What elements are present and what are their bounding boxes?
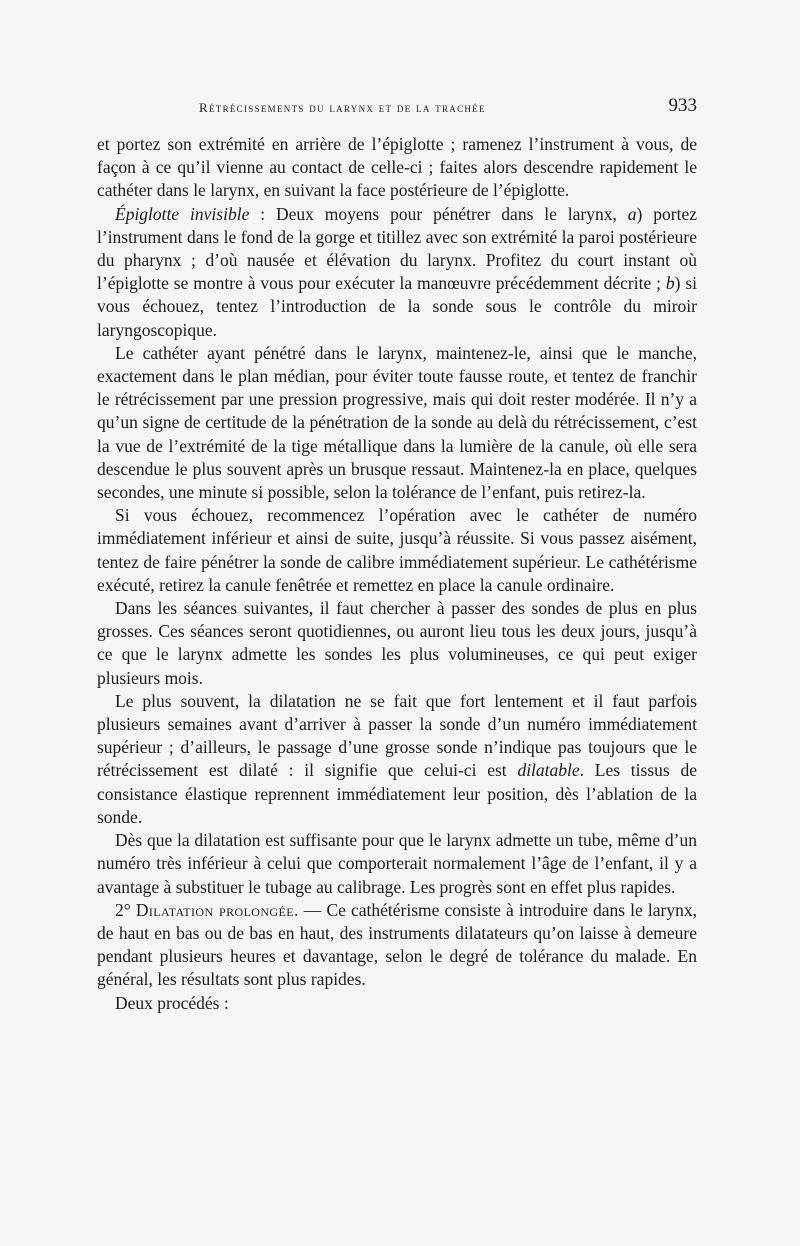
paragraph-text: Dans les séances suivantes, il faut chercher à passer des sondes de plus en plus grosses. Ces séances seront quotidiennes, ou auront lieu tous les deux jours, jusqu’à ce que le larynx admette les sondes les plus volumineuses, ce qui peut exiger plusieurs mois.: [97, 598, 697, 688]
paragraph-catheter: [97, 342, 697, 504]
page-number: 933: [668, 95, 697, 116]
paragraph-tubage: [97, 829, 697, 899]
paragraph-seances: [97, 597, 697, 690]
paragraph-text: : Deux moyens pour pénétrer dans le larynx,: [249, 203, 628, 224]
paragraph-deux-procedes: [97, 992, 697, 1015]
paragraph-text: ) si vous échouez, tentez l’introduction de la sonde sous le contrôle du miroir laryngoscopique.: [97, 273, 697, 340]
paragraph-continuation: [97, 133, 697, 203]
paragraph-text: . Les tissus de consistance élastique reprennent immédiatement leur position, dès l’ablation de la sonde.: [97, 760, 697, 827]
paragraph-epiglotte-invisible: [97, 203, 697, 342]
paragraph-text: Deux procédés :: [115, 992, 229, 1013]
paragraph-text: Si vous échouez, recommencez l’opération avec le cathéter de numéro immédiatement inférieur et ainsi de suite, jusqu’à réussite. Si vous passez aisément, tentez de faire pénétrer la sonde de calibre immédiatement supérieur. Le cathétérisme exécuté, retirez la canule fenêtrée et remettez en place la canule ordinaire.: [97, 505, 697, 595]
section-dilatation-prolongee: [97, 899, 697, 992]
paragraph-echec: [97, 504, 697, 597]
italic-term-dilatable: dilatable: [517, 760, 580, 781]
section-heading: Dilatation prolongée.: [135, 899, 299, 920]
paragraph-text: et portez son extrémité en arrière de l’épiglotte ; ramenez l’instrument à vous, de façon à ce qu’il vienne au contact de celle-ci ; faites alors descendre rapidement le cathéter dans le larynx, en suivant la face postérieure de l’épiglotte.: [97, 134, 697, 201]
body-text: [97, 133, 697, 1015]
running-header: [97, 95, 697, 124]
running-title: Rétrécissements du larynx et de la trachée: [199, 100, 486, 115]
paragraph-dilatation: [97, 690, 697, 829]
section-number: 2°: [115, 899, 131, 920]
paragraph-text: Le cathéter ayant pénétré dans le larynx, maintenez-le, ainsi que le manche, exactement dans le plan médian, pour éviter toute fausse route, et tentez de franchir le rétrécissement par une pression progressive, mais qui doit rester modérée. Il n’y a qu’un signe de certitude de la pénétration de la sonde au delà du rétrécissement, c’est la vue de l’extrémité de la tige métallique dans la lumière de la canule, où elle sera descendue le plus souvent après un brusque ressaut. Maintenez-la en place, quelques secondes, une minute si possible, selon la tolérance de l’enfant, puis retirez-la.: [97, 342, 697, 503]
paragraph-lead-italic: Épiglotte invisible: [115, 203, 250, 224]
paragraph-text: — Ce cathétérisme consiste à introduire dans le larynx, de haut en bas ou de bas en haut, des instruments dilatateurs qu’on laisse à demeure pendant plusieurs heures et davantage, selon le degré de tolérance du malade. En général, les résultats sont plus rapides.: [97, 899, 698, 990]
paragraph-text: Le plus souvent, la dilatation ne se fait que fort lentement et il faut parfois plusieurs semaines avant d’arriver à passer la sonde d’un numéro immédiatement supérieur ; d’ailleurs, le passage d’une grosse sonde n’indique pas toujours que le rétrécissement est dilaté : il signifie que celui-ci est: [97, 690, 697, 781]
enumeration-a: a: [627, 203, 637, 224]
paragraph-text: ) portez l’instrument dans le fond de la gorge et titillez avec son extrémité la paroi postérieure du pharynx ; d’où nausée et élévation du larynx. Profitez du court instant où l’épiglotte se montre à vous pour exécuter la manœuvre précédemment décrite ;: [97, 203, 697, 294]
paragraph-text: Dès que la dilatation est suffisante pour que le larynx admette un tube, même d’un numéro très inférieur à celui que comporterait normalement l’âge de l’enfant, il y a avantage à substituer le tubage au calibrage. Les progrès sont en effet plus rapides.: [97, 830, 697, 897]
enumeration-b: b: [665, 273, 675, 294]
